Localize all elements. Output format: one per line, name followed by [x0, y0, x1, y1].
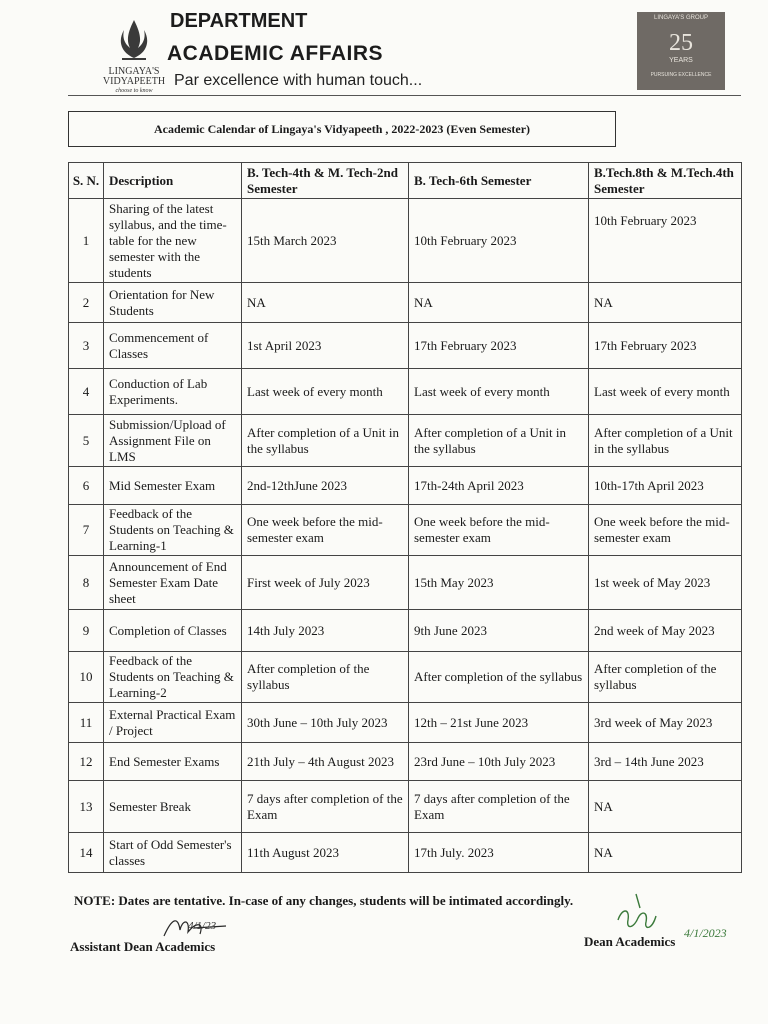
- table-row: [69, 415, 742, 467]
- table-row: [69, 556, 742, 610]
- row-description: Feedback of the Students on Teaching & Learning-1: [104, 505, 242, 556]
- row-description: Sharing of the latest syllabus, and the time-table for the new semester with the students: [104, 199, 242, 283]
- row-btech4: NA: [242, 283, 409, 323]
- row-btech6: 23rd June – 10th July 2023: [409, 743, 589, 781]
- header-btech8: B.Tech.8th & M.Tech.4th Semester: [589, 163, 742, 199]
- header-description: Description: [104, 163, 242, 199]
- row-btech4: 7 days after completion of the Exam: [242, 781, 409, 833]
- row-sn: 12: [69, 743, 104, 781]
- row-btech8: After completion of a Unit in the syllabus: [589, 415, 742, 467]
- row-btech4: 2nd-12thJune 2023: [242, 467, 409, 505]
- table-row: [69, 467, 742, 505]
- logo: [100, 18, 168, 98]
- calendar-title-box: [68, 111, 616, 147]
- calendar-title: Academic Calendar of Lingaya's Vidyapeeth , 2022-2023 (Even Semester): [153, 121, 531, 136]
- row-btech4: 15th March 2023: [242, 199, 409, 283]
- row-btech8: NA: [589, 283, 742, 323]
- assistant-dean-date: 4/1/23: [188, 920, 217, 932]
- row-btech4: 30th June – 10th July 2023: [242, 703, 409, 743]
- row-btech8: 10th-17th April 2023: [589, 467, 742, 505]
- row-btech8: Last week of every month: [589, 369, 742, 415]
- row-btech8: 1st week of May 2023: [589, 556, 742, 610]
- anniversary-seal: [637, 12, 725, 90]
- row-sn: 1: [69, 199, 104, 283]
- row-sn: 4: [69, 369, 104, 415]
- row-btech8: One week before the mid-semester exam: [589, 505, 742, 556]
- assistant-dean-label: Assistant Dean Academics: [70, 939, 216, 954]
- table-row: [69, 610, 742, 652]
- row-sn: 8: [69, 556, 104, 610]
- row-btech6: 9th June 2023: [409, 610, 589, 652]
- calendar-table: [68, 162, 742, 873]
- row-sn: 5: [69, 415, 104, 467]
- row-btech8: NA: [589, 781, 742, 833]
- dean-signature: [588, 890, 688, 936]
- row-description: Commencement of Classes: [104, 323, 242, 369]
- row-btech6: Last week of every month: [409, 369, 589, 415]
- department-heading: DEPARTMENT: [170, 10, 308, 32]
- row-description: External Practical Exam / Project: [104, 703, 242, 743]
- row-description: Announcement of End Semester Exam Date sheet: [104, 556, 242, 610]
- row-btech8: NA: [589, 833, 742, 873]
- row-description: Orientation for New Students: [104, 283, 242, 323]
- row-btech6: After completion of the syllabus: [409, 652, 589, 703]
- row-btech4: After completion of a Unit in the syllabus: [242, 415, 409, 467]
- row-sn: 2: [69, 283, 104, 323]
- row-sn: 11: [69, 703, 104, 743]
- row-btech8: 3rd week of May 2023: [589, 703, 742, 743]
- table-row: [69, 505, 742, 556]
- flame-logo-icon: [100, 18, 168, 62]
- handwritten-signature-icon: [588, 890, 688, 936]
- table-row: [69, 743, 742, 781]
- row-btech4: One week before the mid-semester exam: [242, 505, 409, 556]
- table-row: [69, 833, 742, 873]
- seal-bottom-text: PURSUING EXCELLENCE: [650, 72, 712, 78]
- header-rule: [68, 95, 741, 96]
- row-description: Mid Semester Exam: [104, 467, 242, 505]
- row-btech8: After completion of the syllabus: [589, 652, 742, 703]
- logo-name-line2: VIDYAPEETH: [102, 76, 166, 87]
- row-sn: 7: [69, 505, 104, 556]
- row-btech4: First week of July 2023: [242, 556, 409, 610]
- seal-number: 25: [669, 30, 693, 56]
- row-btech8: 10th February 2023: [589, 199, 742, 283]
- table-row: [69, 283, 742, 323]
- row-description: Submission/Upload of Assignment File on LMS: [104, 415, 242, 467]
- table-row: [69, 652, 742, 703]
- header-btech4: B. Tech-4th & M. Tech-2nd Semester: [242, 163, 409, 199]
- row-btech4: 21th July – 4th August 2023: [242, 743, 409, 781]
- table-row: [69, 781, 742, 833]
- row-btech6: One week before the mid-semester exam: [409, 505, 589, 556]
- row-btech4: Last week of every month: [242, 369, 409, 415]
- row-btech8: 2nd week of May 2023: [589, 610, 742, 652]
- row-sn: 14: [69, 833, 104, 873]
- header-btech6: B. Tech-6th Semester: [409, 163, 589, 199]
- row-description: Conduction of Lab Experiments.: [104, 369, 242, 415]
- seal-years: YEARS: [669, 57, 693, 64]
- row-description: Feedback of the Students on Teaching & Learning-2: [104, 652, 242, 703]
- tentative-note: NOTE: Dates are tentative. In-case of any changes, students will be intimated accordingly.: [74, 893, 574, 908]
- table-row: [69, 323, 742, 369]
- row-btech4: 1st April 2023: [242, 323, 409, 369]
- row-btech6: After completion of a Unit in the syllabus: [409, 415, 589, 467]
- row-description: Start of Odd Semester's classes: [104, 833, 242, 873]
- header-sn: S. N.: [69, 163, 104, 199]
- row-description: End Semester Exams: [104, 743, 242, 781]
- row-btech4: 11th August 2023: [242, 833, 409, 873]
- row-btech4: 14th July 2023: [242, 610, 409, 652]
- seal-top-text: LINGAYA'S GROUP: [654, 15, 708, 21]
- logo-motto: choose to know: [115, 88, 153, 94]
- table-row: [69, 703, 742, 743]
- logo-name-line1: LINGAYA'S: [108, 66, 160, 77]
- table-row: [69, 369, 742, 415]
- row-btech6: 15th May 2023: [409, 556, 589, 610]
- dean-label: Dean Academics: [584, 934, 676, 949]
- row-btech6: 17th July. 2023: [409, 833, 589, 873]
- row-sn: 6: [69, 467, 104, 505]
- row-btech6: 7 days after completion of the Exam: [409, 781, 589, 833]
- row-btech6: 17th February 2023: [409, 323, 589, 369]
- dean-date: 4/1/2023: [684, 926, 727, 940]
- row-sn: 10: [69, 652, 104, 703]
- row-sn: 9: [69, 610, 104, 652]
- table-row: [69, 199, 742, 283]
- row-description: Completion of Classes: [104, 610, 242, 652]
- table-header-row: [69, 163, 742, 199]
- row-btech6: 17th-24th April 2023: [409, 467, 589, 505]
- tagline: Par excellence with human touch...: [174, 72, 423, 89]
- row-sn: 3: [69, 323, 104, 369]
- row-btech8: 17th February 2023: [589, 323, 742, 369]
- academic-affairs-heading: ACADEMIC AFFAIRS: [167, 42, 384, 65]
- row-btech6: NA: [409, 283, 589, 323]
- row-btech8: 3rd – 14th June 2023: [589, 743, 742, 781]
- row-btech6: 12th – 21st June 2023: [409, 703, 589, 743]
- row-sn: 13: [69, 781, 104, 833]
- row-description: Semester Break: [104, 781, 242, 833]
- row-btech6: 10th February 2023: [409, 199, 589, 283]
- row-btech4: After completion of the syllabus: [242, 652, 409, 703]
